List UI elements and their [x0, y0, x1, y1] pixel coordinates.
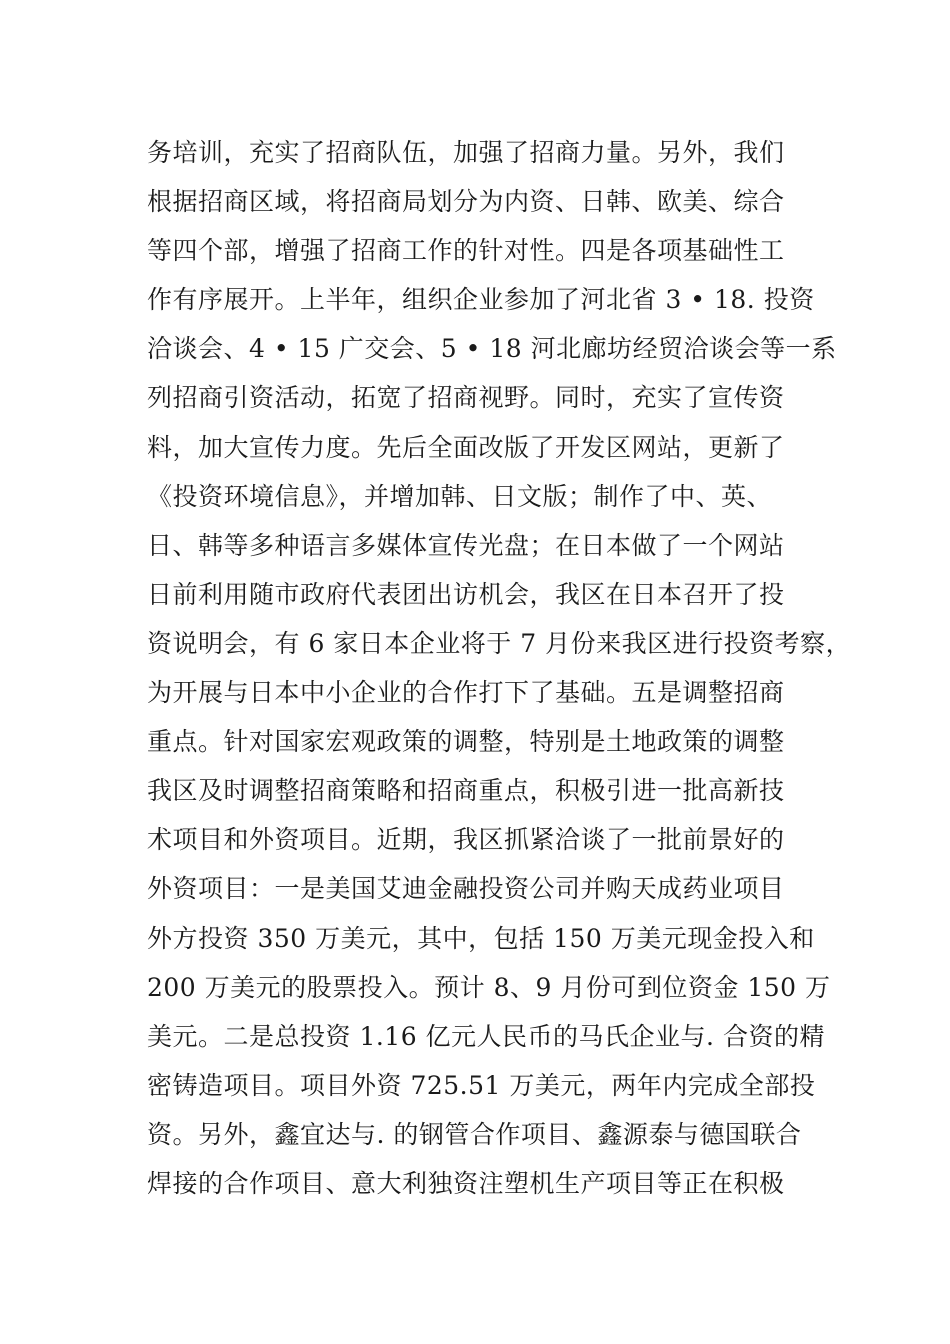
text-line: 外资项目：一是美国艾迪金融投资公司并购天成药业项目: [147, 874, 785, 904]
text-line: 术项目和外资项目。近期，我区抓紧洽谈了一批前景好的: [147, 825, 785, 855]
text-line: 等四个部，增强了招商工作的针对性。四是各项基础性工: [147, 236, 785, 266]
text-line: 日、韩等多种语言多媒体宣传光盘；在日本做了一个网站: [147, 530, 785, 560]
text-line: 外方投资 350 万美元，其中，包括 150 万美元现金投入和: [147, 923, 815, 953]
text-line: 列招商引资活动，拓宽了招商视野。同时，充实了宣传资: [147, 383, 785, 413]
text-line: 《投资环境信息》，并增加韩、日文版；制作了中、英、: [147, 481, 773, 511]
text-line: 洽谈会、4 • 15 广交会、5 • 18 河北廊坊经贸洽谈会等一系: [147, 334, 837, 364]
text-line: 密铸造项目。项目外资 725.51 万美元，两年内完成全部投: [147, 1070, 816, 1100]
text-line: 200 万美元的股票投入。预计 8、9 月份可到位资金 150 万: [147, 972, 831, 1002]
text-line: 为开展与日本中小企业的合作打下了基础。五是调整招商: [147, 678, 785, 708]
body-text: [147, 128, 852, 1208]
text-line: 资说明会，有 6 家日本企业将于 7 月份来我区进行投资考察，: [147, 628, 852, 658]
text-line: 日前利用随市政府代表团出访机会，我区在日本召开了投: [147, 579, 785, 609]
text-line: 我区及时调整招商策略和招商重点，积极引进一批高新技: [147, 776, 785, 806]
text-line: 焊接的合作项目、意大利独资注塑机生产项目等正在积极: [147, 1168, 785, 1198]
text-line: 料，加大宣传力度。先后全面改版了开发区网站，更新了: [147, 432, 785, 462]
text-line: 资。另外，鑫宜达与. 的钢管合作项目、鑫源泰与德国联合: [147, 1119, 802, 1149]
text-line: 美元。二是总投资 1.16 亿元人民币的马氏企业与. 合资的精: [147, 1021, 825, 1051]
text-line: 作有序展开。上半年，组织企业参加了河北省 3 • 18. 投资: [147, 285, 815, 315]
text-line: 根据招商区域，将招商局划分为内资、日韩、欧美、综合: [147, 187, 785, 217]
text-line: 重点。针对国家宏观政策的调整，特别是土地政策的调整: [147, 727, 785, 757]
text-line: 务培训，充实了招商队伍，加强了招商力量。另外，我们: [147, 138, 785, 167]
